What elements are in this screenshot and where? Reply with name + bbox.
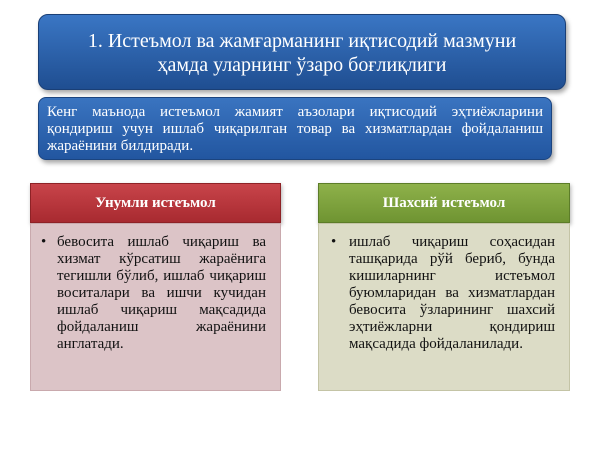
personal-consumption-body <box>318 223 570 391</box>
productive-consumption-text: бевосита ишлаб чиқариш ва хизмат кўрсатиш жараёнига тегишли бўлиб, ишлаб чиқариш воситалари ва ишчи кучидан ишлаб чиқариш мақсадида фойдаланиш жараёнини англатади. <box>57 234 266 352</box>
bullet-icon: • <box>41 234 47 250</box>
bullet-icon: • <box>331 234 337 250</box>
productive-consumption-header: Унумли истеъмол <box>30 183 281 223</box>
productive-consumption-body <box>30 223 281 391</box>
personal-consumption-text: ишлаб чиқариш соҳасидан ташқарида рўй бериб, бунда кишиларнинг истеъмол буюмларидан ва хизматлардан бевосита ўзларининг шахсий эҳтиёжларни қондириш мақсадида фойдаланилади. <box>349 234 555 352</box>
personal-consumption-header: Шахсий истеъмол <box>318 183 570 223</box>
slide-title-line-2: ҳамда уларнинг ўзаро боғлиқлиги <box>157 54 447 76</box>
definition-box: Кенг маънода истеъмол жамият аъзолари иқтисодий эҳтиёжларини қондириш учун ишлаб чиқарилган товар ва хизматлардан фойдаланиш жараёнини билдиради. <box>38 97 552 160</box>
slide-title <box>38 14 566 90</box>
slide-title-line-1: 1. Истеъмол ва жамғарманинг иқтисодий мазмуни <box>87 30 517 52</box>
